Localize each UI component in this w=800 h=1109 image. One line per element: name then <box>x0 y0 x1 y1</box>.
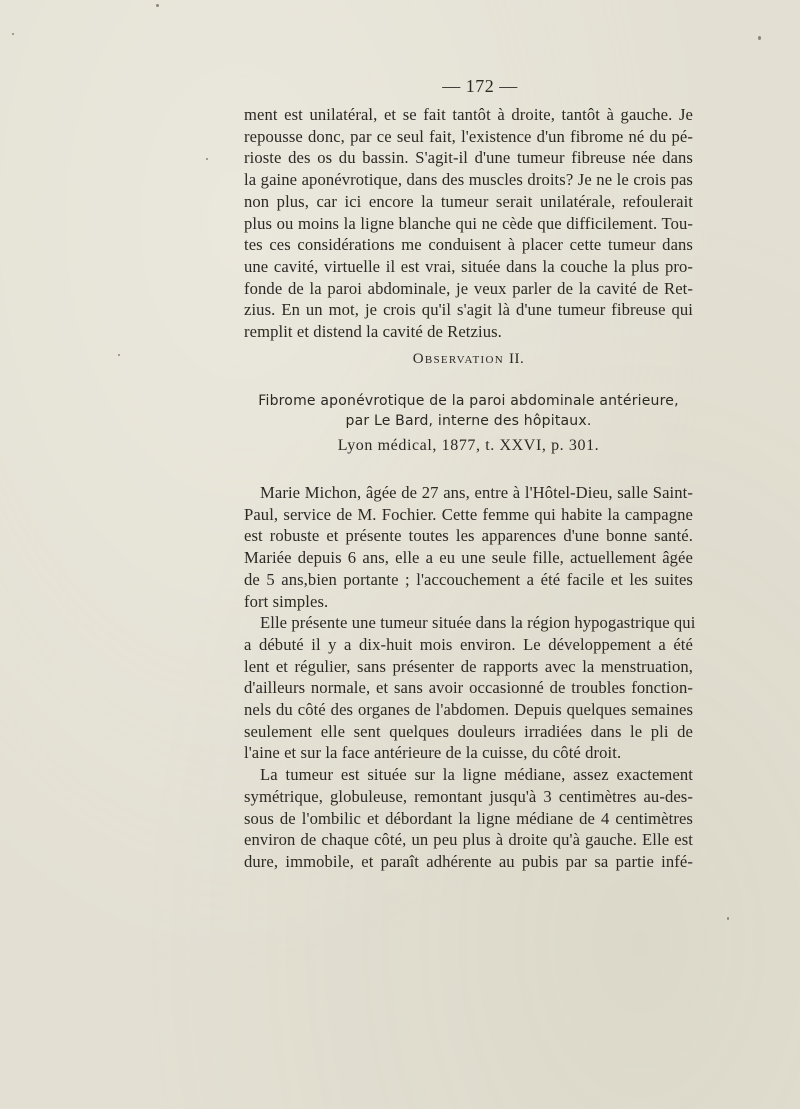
text-line: symétrique, globuleuse, remontant jusqu'à 3 centimètres au-des- <box>244 786 693 806</box>
text-line: est robuste et présente toutes les apparences d'une bonne santé. <box>244 526 693 546</box>
paper-speck <box>727 917 729 920</box>
text-line: rioste des os du bassin. S'agit-il d'une tumeur fibreuse née dans <box>244 148 693 168</box>
paragraph <box>244 104 693 343</box>
observation-label: Observation <box>412 351 504 367</box>
text-line: non plus, car ici encore la tumeur serait unilatérale, refoulerait <box>244 191 693 211</box>
text-line: ment est unilatéral, et se fait tantôt à droite, tantôt à gauche. Je <box>244 105 693 124</box>
text-line: tes ces considérations me conduisent à placer cette tumeur dans <box>244 235 693 255</box>
text-line: nels du côté des organes de l'abdomen. Depuis quelques semaines <box>244 700 693 720</box>
paragraph-continuation <box>244 104 693 343</box>
observation-numeral: II. <box>509 351 525 367</box>
observation-body <box>244 482 696 873</box>
paper-speck <box>206 158 208 160</box>
text-line: environ de chaque côté, un peu plus à droite qu'à gauche. Elle est <box>244 830 693 850</box>
text-line: dure, immobile, et paraît adhérente au pubis par sa partie infé- <box>244 851 693 871</box>
text-line: Paul, service de M. Fochier. Cette femme qui habite la campagne <box>244 504 693 524</box>
observation-reference: Lyon médical, 1877, t. XXVI, p. 301. <box>337 437 600 454</box>
text-line: la gaine aponévrotique, dans des muscles droits? Je ne le crois pas <box>244 170 693 190</box>
page-number: — 172 — <box>442 76 518 96</box>
paragraph <box>244 482 693 612</box>
text-line: zius. En un mot, je crois qu'il s'agit là d'une tumeur fibreuse qui <box>244 300 693 320</box>
text-line: La tumeur est située sur la ligne médiane, assez exactement <box>260 765 693 785</box>
paragraph <box>244 612 696 764</box>
paper-speck <box>12 33 14 35</box>
text-line: Marie Michon, âgée de 27 ans, entre à l'Hôtel-Dieu, salle Saint- <box>260 483 693 502</box>
text-line: plus ou moins la ligne blanche qui ne cède que difficilement. Tou- <box>244 213 693 233</box>
observation-heading <box>0 351 800 368</box>
text-line: fonde de la paroi abdominale, je veux parler de la cavité de Ret- <box>244 278 693 298</box>
text-line: d'ailleurs normale, et sans avoir occasionné de troubles fonction- <box>244 678 693 698</box>
text-line: remplit et distend la cavité de Retzius. <box>244 322 502 342</box>
text-line: Elle présente une tumeur située dans la région hypogastrique qui <box>260 613 696 633</box>
text-line: seulement elle sent quelques douleurs irradiées dans le pli de <box>244 721 693 741</box>
text-line: sous de l'ombilic et débordant la ligne médiane de 4 centimètres <box>244 808 693 828</box>
paper-speck <box>758 36 761 40</box>
text-line: repousse donc, par ce seul fait, l'existence d'un fibrome né du pé- <box>244 126 693 146</box>
paper-speck <box>156 4 159 7</box>
text-line: l'aine et sur la face antérieure de la cuisse, du côté droit. <box>244 743 622 763</box>
observation-title-line-1: Fibrome aponévrotique de la paroi abdominale antérieure, <box>258 393 679 409</box>
text-line: fort simples. <box>244 591 329 611</box>
text-line: de 5 ans,bien portante ; l'accouchement a été facile et les suites <box>244 569 693 589</box>
text-line: a débuté il y a dix-huit mois environ. Le développement a été <box>244 634 693 654</box>
paper-speck <box>118 354 120 356</box>
text-line: une cavité, virtuelle il est vrai, située dans la couche la plus pro- <box>244 256 693 276</box>
paragraph <box>244 764 693 873</box>
observation-title-line-2: par Le Bard, interne des hôpitaux. <box>345 413 592 429</box>
text-line: lent et régulier, sans présenter de rapports avec la menstruation, <box>244 656 693 676</box>
text-line: Mariée depuis 6 ans, elle a eu une seule fille, actuellement âgée <box>244 548 693 568</box>
